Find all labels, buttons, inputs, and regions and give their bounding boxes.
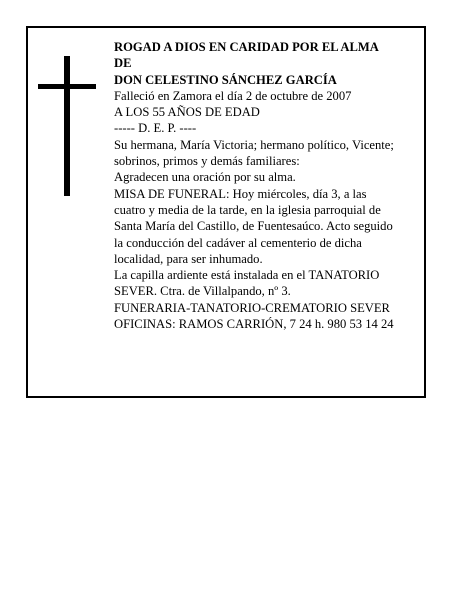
- heading-line: DE: [114, 56, 132, 71]
- funeral-line: localidad, para ser inhumado.: [114, 251, 263, 266]
- chapel-line: SEVER. Ctra. de Villalpando, nº 3.: [114, 284, 291, 299]
- family-line: Su hermana, María Victoria; hermano político, Vicente;: [114, 137, 394, 152]
- death-date-line: Falleció en Zamora el día 2 de octubre de 2007: [114, 88, 352, 103]
- funeral-line: cuatro y media de la tarde, en la iglesia parroquial de: [114, 202, 381, 217]
- funeral-line: MISA DE FUNERAL: Hoy miércoles, día 3, a las: [114, 186, 367, 201]
- funeral-line: Santa María del Castillo, de Fuentesaúco. Acto seguido: [114, 219, 393, 234]
- obituary-text: [114, 39, 424, 332]
- age-line: A LOS 55 AÑOS DE EDAD: [114, 105, 260, 120]
- funeral-line: la conducción del cadáver al cementerio de dicha: [114, 235, 362, 250]
- rip-line: ----- D. E. P. ----: [114, 121, 197, 136]
- cross-icon: [64, 56, 70, 196]
- chapel-line: La capilla ardiente está instalada en el TANATORIO: [114, 268, 380, 283]
- family-line: sobrinos, primos y demás familiares:: [114, 154, 300, 169]
- cross-icon-bar: [38, 84, 96, 89]
- funeral-home-line: FUNERARIA-TANATORIO-CREMATORIO SEVER: [114, 300, 390, 315]
- thanks-line: Agradecen una oración por su alma.: [114, 170, 296, 185]
- deceased-name: DON CELESTINO SÁNCHEZ GARCÍA: [114, 72, 337, 87]
- heading-line: ROGAD A DIOS EN CARIDAD POR EL ALMA: [114, 40, 379, 54]
- office-line: OFICINAS: RAMOS CARRIÓN, 7 24 h. 980 53 14 24: [114, 317, 394, 332]
